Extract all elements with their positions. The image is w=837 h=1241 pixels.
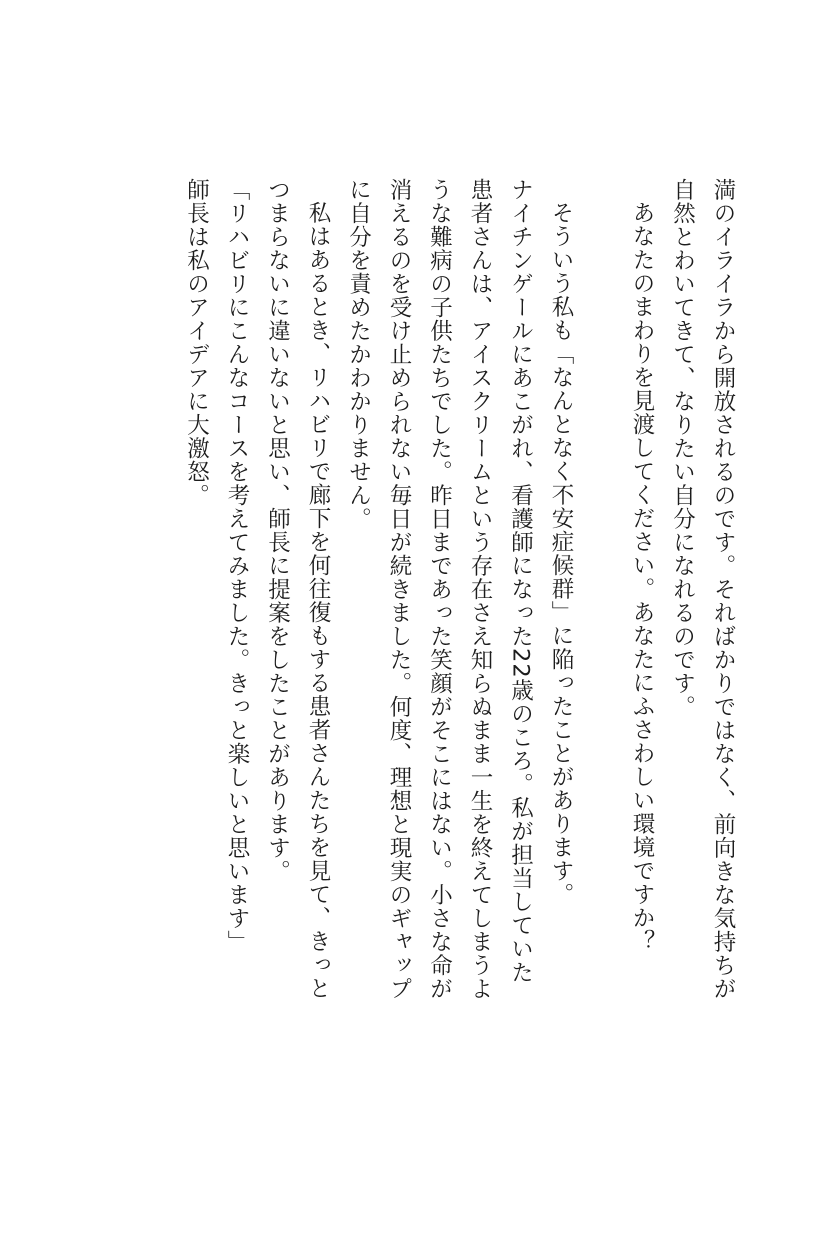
- text-line: 「リハビリにこんなコースを考えてみました。きっと楽しいと思います」: [224, 178, 250, 954]
- text-line: そういう私も「なんとなく不安症候群」に陥ったことがあります。: [548, 200, 574, 906]
- text-line: 患者さんは、アイスクリームという存在さえ知らぬまま一生を終えてしまうよ: [467, 178, 493, 1001]
- text-line: 自然とわいてきて、なりたい自分になれるのです。: [669, 178, 696, 719]
- paragraph-spacer: [581, 178, 622, 978]
- text-line: つまらないに違いないと思い、師長に提案をしたことがあります。: [264, 178, 291, 883]
- text-line: 私はあるとき、リハビリで廊下を何往復もする患者さんたちを見て、きっと: [305, 200, 331, 1000]
- text-line: 消えるのを受け止められない毎日が続きました。何度、理想と現実のギャップ: [386, 178, 412, 1001]
- text-line: あなたのまわりを見渡してください。あなたにふさわしい環境ですか？: [629, 200, 655, 953]
- text-line: うな難病の子供たちでした。昨日まであった笑顔がそこにはない。小さな命が: [426, 178, 453, 1001]
- text-line: に自分を責めたかわかりません。: [345, 178, 372, 531]
- body-text: [176, 178, 743, 1001]
- text-line: 師長は私のアイデアに大激怒。: [183, 178, 210, 507]
- text-line: 満のイライラから開放されるのです。そればかりではなく、前向きな気持ちが: [710, 178, 736, 1001]
- text-line: ナイチンゲールにあこがれ、看護師になった22歳のころ。私が担当していた: [507, 178, 534, 985]
